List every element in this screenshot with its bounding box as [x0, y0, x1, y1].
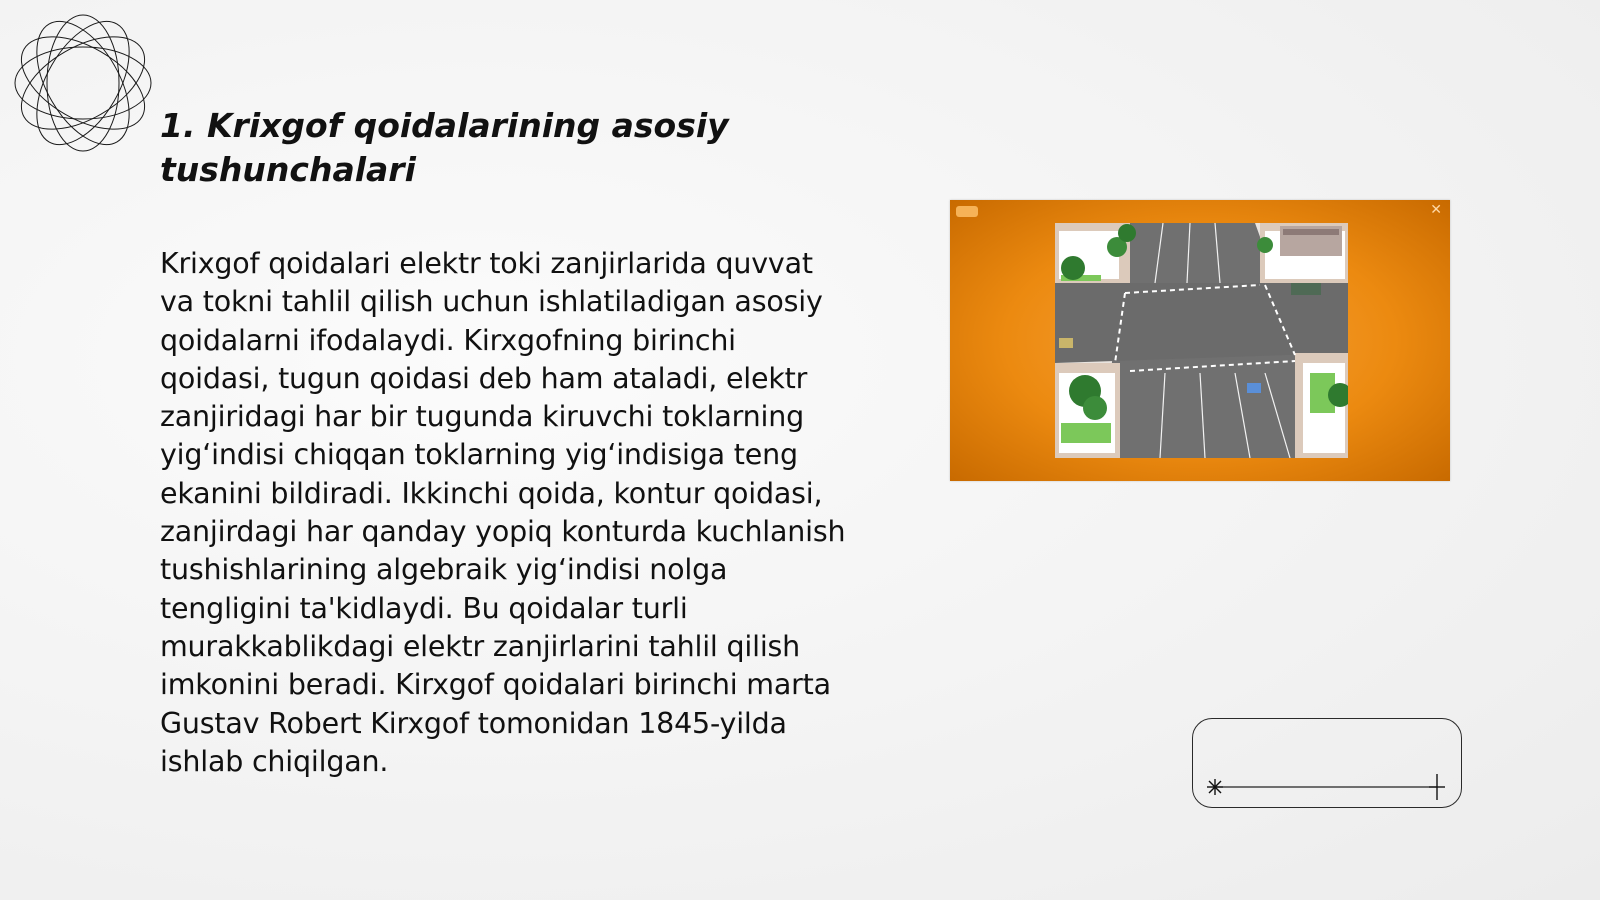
slide-body-text: Krixgof qoidalari elektr toki zanjirlarida quvvat va tokni tahlil qilish uchun ishlatiladigan asosiy qoidalarni ifodalaydi. Kirxgofning birinchi qoidasi, tugun qoidasi deb ham ataladi, elektr zanjiridagi har bir tugunda kiruvchi toklarning yig‘indisi chiqqan toklarning yig‘indisiga teng ekanini bildiradi. Ikkinchi qoida, kontur qoidasi, zanjirdagi har qanday yopiq konturda kuchlanish tushishlarining algebraik yig‘indisi nolga tengligini ta'kidlaydi. Bu qoidalar turli murakkablikdagi elektr zanjirlarini tahlil qilish imkonini beradi. Kirxgof qoidalari birinchi marta Gustav Robert Kirxgof tomonidan 1845-yilda ishlab chiqilgan.: [160, 247, 846, 778]
intersection-illustration: [950, 200, 1450, 481]
app-logo: [956, 206, 978, 217]
spirograph-ornament-icon: [10, 10, 156, 156]
slider-control[interactable]: [1192, 718, 1462, 808]
close-icon[interactable]: ✕: [1430, 202, 1442, 218]
slider-line-icon: [1193, 719, 1463, 809]
road-intersection-image: [1055, 223, 1348, 458]
slide-title: 1. Krixgof qoidalarining asosiy tushunchalari: [160, 106, 729, 189]
